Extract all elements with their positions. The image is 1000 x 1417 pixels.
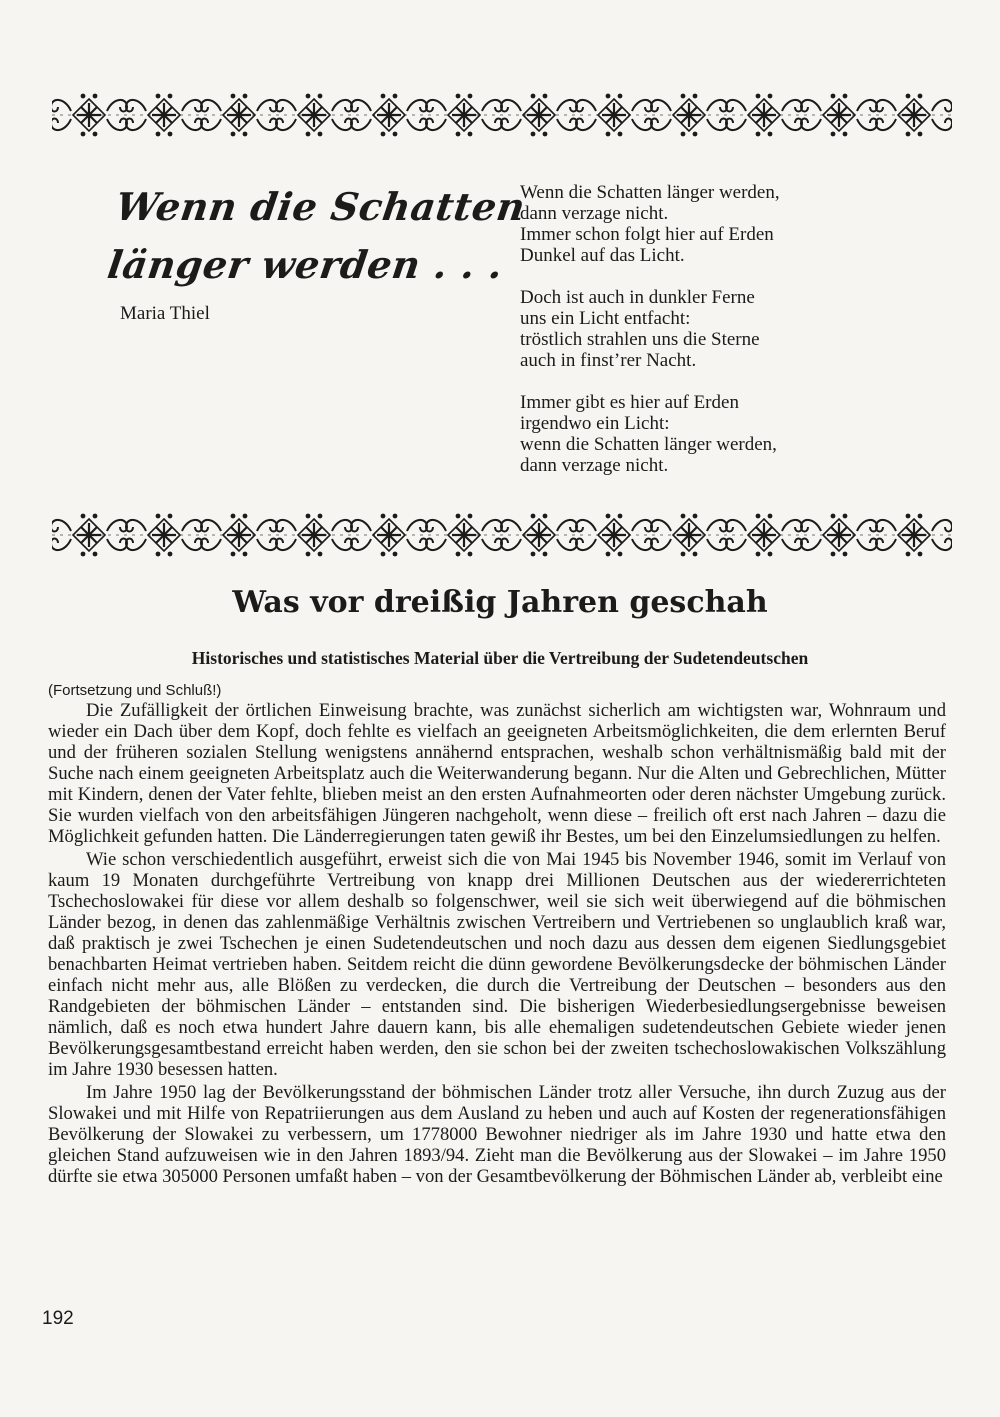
ornament-motif (576, 514, 652, 557)
poem-line: irgendwo ein Licht: (520, 413, 670, 434)
poem-line: Immer gibt es hier auf Erden (520, 392, 739, 413)
poem-title-line-2: länger werden . . . (104, 242, 507, 287)
ornament-pattern-middle (52, 512, 952, 558)
ornament-motif (52, 94, 127, 137)
article-paragraph-3: Im Jahre 1950 lag der Bevölkerungsstand der böhmischen Länder trotz aller Versuche, ihn durch Zuzug aus der Slowakei und mit Hilfe von Repatriierungen aus dem Ausland zu heben und auch auf Kosten der regenerationsfähigen Bevölkerung der Slowakei zu verbessern, um 1778000 Bewohner niedriger als im Jahre 1930 und hatte etwa den gleichen Stand aufzuweisen wie in den Jahren 1893/94. Zieht man die Bevölkerung aus der Slowakei – im Jahre 1950 dürfte sie etwa 305000 Personen umfaßt haben – von der Gesamtbevölkerung der Böhmischen Länder ab, verbleibt eine (48, 1082, 946, 1187)
poem-text (520, 182, 960, 497)
poem-line: dann verzage nicht. (520, 203, 669, 224)
ornamental-border-middle (52, 512, 952, 558)
poem-author: Maria Thiel (120, 303, 210, 324)
poem-line: wenn die Schatten länger werden, (520, 434, 777, 455)
article-subtitle: Historisches und statistisches Material über die Vertreibung der Sudetendeutschen (191, 648, 809, 668)
poem-line: Immer schon folgt hier auf Erden (520, 224, 774, 245)
poem-line: tröstlich strahlen uns die Sterne (520, 329, 760, 350)
article-paragraph-2: Wie schon verschiedentlich ausgeführt, erweist sich die von Mai 1945 bis November 1946, somit im Verlauf von kaum 19 Monaten durchgeführte Vertreibung von knapp drei Millionen Deutschen aus der wiedererrichteten Tschechoslowakei für diese vor allem deshalb so folgenschwer, weil sie sich weit überwiegend auf die böhmischen Länder bezog, in denen das zahlenmäßige Verhältnis zwischen Vertreibern und Vertriebenen so unglaublich kraß war, daß praktisch je zwei Tschechen je einen Sudetendeutschen und noch dazu aus dessen dem eigenen Siedlungsgebiet benachbarten Heimat vertrieben haben. Seitdem reicht die dünn gewordene Bevölkerungsdecke der böhmischen Länder einfach nicht mehr aus, alle Blößen zu verdecken, die durch die Vertreibung der Deutschen – besonders aus den Randgebieten der böhmischen Länder – entstanden sind. Die bisherigen Wiederbesiedlungsergebnisse beweisen nämlich, daß es noch etwa hundert Jahre dauern kann, bis alle ehemaligen sudetendeutschen Gebiete wieder jenen Bevölkerungsgesamtbestand erreicht haben werden, den sie schon bei der zweiten tschechoslowakischen Volkszählung im Jahre 1930 besessen hatten. (48, 849, 946, 1080)
page-number: 192 (42, 1308, 74, 1329)
ornamental-border-top (52, 92, 952, 138)
poem-title (104, 178, 529, 294)
article-body (48, 700, 946, 1189)
ornament-motif (576, 94, 652, 137)
poem-line: Dunkel auf das Licht. (520, 245, 685, 266)
continuation-note: (Fortsetzung und Schluß!) (48, 682, 222, 699)
poem-stanza-3 (520, 392, 960, 476)
ornament-pattern-top (52, 92, 952, 138)
poem-line: dann verzage nicht. (520, 455, 669, 476)
ornament-motif (351, 514, 427, 557)
poem-stanza-2 (520, 287, 960, 371)
poem-stanza-1 (520, 182, 960, 266)
poem-line: Doch ist auch in dunkler Ferne (520, 287, 755, 308)
poem-title-line-1: Wenn die Schatten (112, 184, 529, 229)
article-title: Was vor dreißig Jahren geschah (232, 585, 768, 620)
article-paragraph-1: Die Zufälligkeit der örtlichen Einweisung brachte, was zunächst sicherlich am wichtigsten war, Wohnraum und wieder ein Dach über dem Kopf, doch fehlte es vielfach an geeigneten Arbeitsmöglichkeiten, die dem erlernten Beruf und der früheren sozialen Stellung wenigstens annähernd entsprachen, weshalb schon verhältnismäßig bald mit der Suche nach einem geeigneten Arbeitsplatz auch die Weiterwanderung begann. Nur die Alten und Gebrechlichen, Mütter mit Kindern, denen der Vater fehlte, blieben meist an den ersten Aufnahmeorten oder deren nächster Umgebung zurück. Sie wurden vielfach von den arbeitsfähigen Jüngeren nachgeholt, wenn diese – freilich oft erst nach Jahren – dazu die Möglichkeit gefunden hatten. Die Länderregierungen taten gewiß ihr Bestes, um bei den Einzelumsiedlungen zu helfen. (48, 700, 946, 847)
ornament-motif (351, 94, 427, 137)
ornament-motif (52, 514, 127, 557)
poem-line: auch in finst’rer Nacht. (520, 350, 697, 371)
poem-line: Wenn die Schatten länger werden, (520, 182, 780, 203)
poem-line: uns ein Licht entfacht: (520, 308, 691, 329)
